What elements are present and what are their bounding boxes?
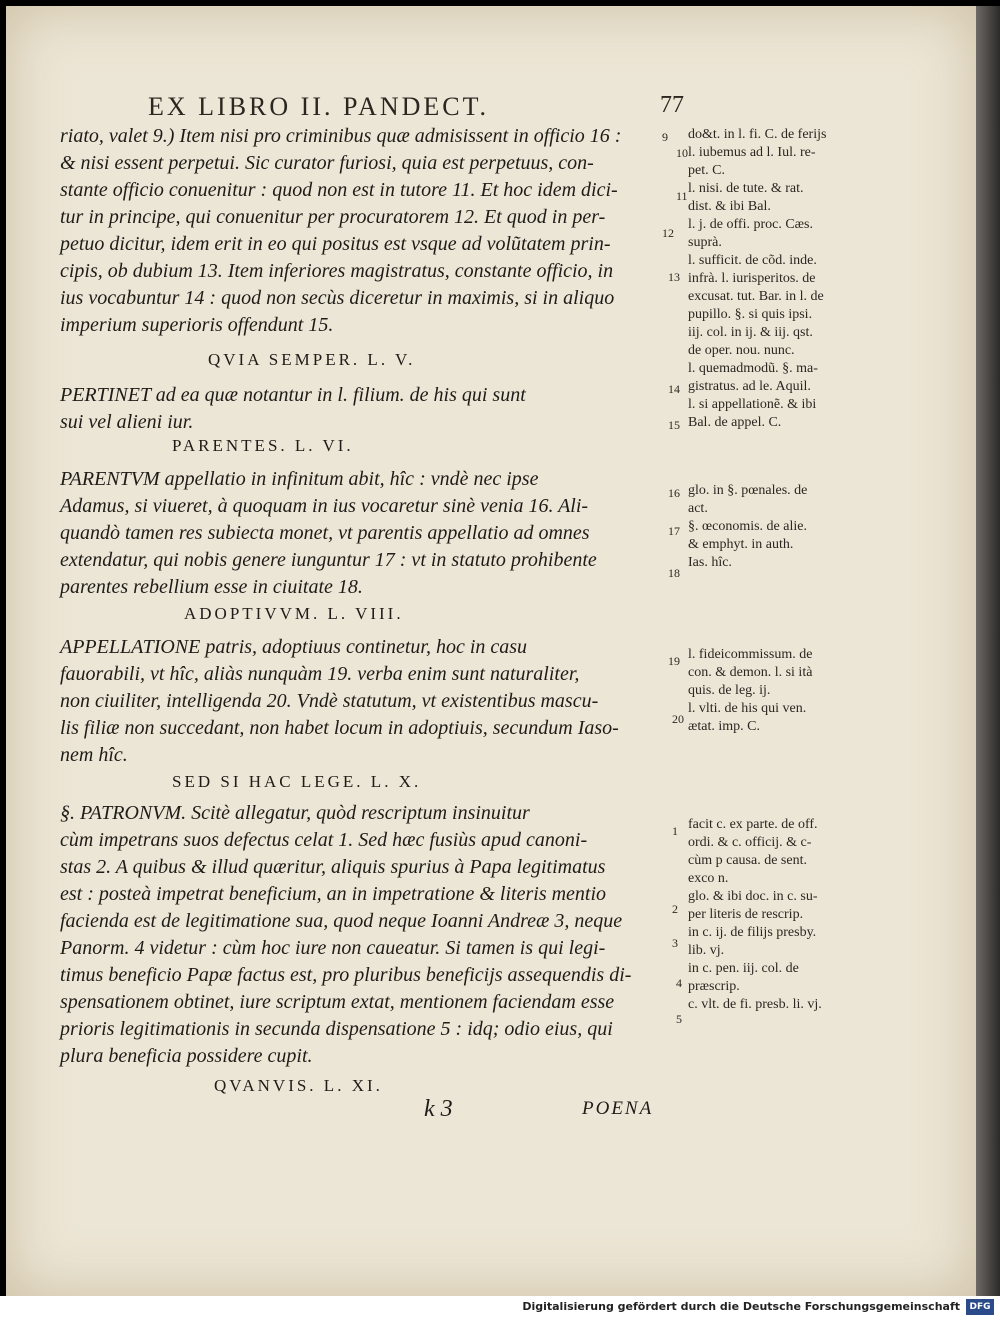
margin-note-line: in c. ij. de filijs presby. bbox=[688, 925, 817, 940]
margin-note-line: l. j. de offi. proc. Cæs. bbox=[688, 217, 813, 232]
paragraph bbox=[60, 123, 660, 339]
footer-credit: Digitalisierung gefördert durch die Deutsche Forschungsgemeinschaft bbox=[522, 1300, 960, 1313]
text-line: PARENTVM appellatio in infinitum abit, hîc : vndè nec ipse bbox=[60, 468, 539, 490]
section-heading: SED SI HAC LEGE. L. X. bbox=[172, 772, 422, 791]
margin-reference-number: 10 bbox=[676, 146, 688, 160]
text-line: lis filiæ non succedant, non habet locum in adoptiuis, secundum Iaso- bbox=[60, 717, 619, 739]
section-heading: QVIA SEMPER. L. V. bbox=[208, 350, 416, 369]
paragraph bbox=[60, 466, 660, 601]
margin-note-line: glo. in §. pœnales. de bbox=[688, 483, 808, 498]
margin-reference-number: 2 bbox=[672, 902, 678, 916]
signature-mark: k 3 bbox=[424, 1096, 453, 1122]
margin-note-line: quis. de leg. ij. bbox=[688, 683, 771, 698]
section-heading: QVANVIS. L. XI. bbox=[214, 1076, 383, 1095]
text-line: ius vocabuntur 14 : quod non secùs diceretur in maximis, si in aliquo bbox=[60, 287, 615, 309]
margin-reference-number: 13 bbox=[668, 270, 680, 284]
text-line: PERTINET ad ea quæ notantur in l. filium. de his qui sunt bbox=[60, 384, 526, 406]
margin-note-line: l. sufficit. de cõd. inde. bbox=[688, 253, 817, 268]
text-line: est : posteà impetrat beneficium, an in impetratione & literis mentio bbox=[60, 883, 607, 905]
margin-note-line: l. si appellationẽ. & ibi bbox=[688, 397, 817, 412]
margin-note-line: Ias. hîc. bbox=[688, 555, 732, 570]
margin-note-line: infrà. l. iurisperitos. de bbox=[688, 271, 816, 286]
margin-note-line: pupillo. §. si quis ipsi. bbox=[688, 307, 813, 322]
paragraph bbox=[60, 800, 660, 1070]
margin-reference-number: 5 bbox=[676, 1012, 682, 1026]
margin-note-line: ætat. imp. C. bbox=[688, 719, 760, 734]
text-line: prioris legitimationis in secunda dispensatione 5 : idq; odio eius, qui bbox=[60, 1018, 613, 1040]
margin-note-group bbox=[688, 646, 812, 736]
margin-note-line: facit c. ex parte. de off. bbox=[688, 817, 818, 832]
margin-note-line: pet. C. bbox=[688, 163, 725, 178]
book-page bbox=[6, 6, 976, 1296]
margin-note-line: con. & demon. l. si ità bbox=[688, 665, 813, 680]
section-heading: PARENTES. L. VI. bbox=[172, 436, 354, 455]
margin-note-line: per literis de rescrip. bbox=[688, 907, 804, 922]
margin-note-line: suprà. bbox=[688, 235, 722, 250]
text-line: timus beneficio Papæ factus est, pro pluribus beneficijs assequendis di- bbox=[60, 964, 632, 986]
text-line: quandò tamen res subiecta monet, vt parentis appellatio ad omnes bbox=[60, 522, 590, 544]
margin-note-line: l. vlti. de his qui ven. bbox=[688, 701, 807, 716]
margin-note-line: cùm p causa. de sent. bbox=[688, 853, 807, 868]
margin-note-line: l. iubemus ad l. Iul. re- bbox=[688, 145, 816, 160]
margin-note-line: do&t. in l. fi. C. de ferijs bbox=[688, 127, 827, 142]
margin-note-line: iij. col. in ij. & iij. qst. bbox=[688, 325, 813, 340]
margin-note-line: act. bbox=[688, 501, 708, 516]
margin-note-line: præscrip. bbox=[688, 979, 740, 994]
text-line: riato, valet 9.) Item nisi pro criminibus quæ admisissent in officio 16 : bbox=[60, 125, 622, 147]
text-line: stas 2. A quibus & illud quæritur, aliquis spurius à Papa legitimatus bbox=[60, 856, 606, 878]
text-line: fauorabili, vt hîc, aliàs nunquàm 19. verba enim sunt naturaliter, bbox=[60, 663, 580, 685]
text-line: facienda est de legitimatione sua, quod neque Ioanni Andreæ 3, neque bbox=[60, 910, 623, 932]
margin-reference-number: 19 bbox=[668, 654, 680, 668]
text-line: nem hîc. bbox=[60, 744, 128, 766]
text-line: plura beneficia possidere cupit. bbox=[60, 1045, 313, 1067]
margin-reference-number: 17 bbox=[668, 524, 680, 538]
margin-note-group bbox=[688, 816, 822, 1014]
text-line: extendatur, qui nobis genere iunguntur 17 : vt in statuto prohibente bbox=[60, 549, 597, 571]
margin-reference-number: 14 bbox=[668, 382, 680, 396]
text-line: cipis, ob dubium 13. Item inferiores magistratus, constante officio, in bbox=[60, 260, 614, 282]
paragraph bbox=[60, 634, 660, 769]
margin-reference-number: 15 bbox=[668, 418, 680, 432]
margin-note-line: excusat. tut. Bar. in l. de bbox=[688, 289, 824, 304]
text-line: non ciuiliter, intelligenda 20. Vndè statutum, vt existentibus mascu- bbox=[60, 690, 599, 712]
text-line: petuo dicitur, idem erit in eo qui positus est vsque ad volũtatem prin- bbox=[60, 233, 611, 255]
text-line: Adamus, si viueret, à quoquam in ius vocaretur sinè venia 16. Ali- bbox=[60, 495, 589, 517]
margin-note-line: ordi. & c. officij. & c- bbox=[688, 835, 812, 850]
margin-note-line: exco n. bbox=[688, 871, 729, 886]
margin-reference-number: 12 bbox=[662, 226, 674, 240]
text-line: spensationem obtinet, iure scriptum extat, mentionem faciendam esse bbox=[60, 991, 615, 1013]
text-line: cùm impetrans suos defectus celat 1. Sed hæc fusiùs apud canoni- bbox=[60, 829, 588, 851]
text-line: parentes rebellium esse in ciuitate 18. bbox=[60, 576, 363, 598]
margin-note-line: Bal. de appel. C. bbox=[688, 415, 782, 430]
running-title: EX LIBRO II. PANDECT. bbox=[148, 92, 490, 121]
margin-reference-number: 16 bbox=[668, 486, 680, 500]
margin-reference-number: 11 bbox=[676, 189, 688, 203]
text-line: stante officio conuenitur : quod non est in tutore 11. Et hoc idem dici- bbox=[60, 179, 618, 201]
margin-note-line: c. vlt. de fi. presb. li. vj. bbox=[688, 997, 822, 1012]
margin-note-group bbox=[688, 482, 807, 572]
text-line: Panorm. 4 videtur : cùm hoc iure non caueatur. Si tamen is qui legi- bbox=[60, 937, 606, 959]
text-line: sui vel alieni iur. bbox=[60, 411, 194, 433]
margin-note-line: §. œconomis. de alie. bbox=[688, 519, 807, 534]
footer-bar bbox=[0, 1296, 1000, 1321]
text-line: APPELLATIONE patris, adoptiuus continetur, hoc in casu bbox=[60, 636, 528, 658]
margin-reference-number: 1 bbox=[672, 824, 678, 838]
margin-note-line: l. fideicommissum. de bbox=[688, 647, 813, 662]
scan-edge bbox=[976, 6, 1000, 1296]
margin-note-line: glo. & ibi doc. in c. su- bbox=[688, 889, 818, 904]
margin-note-line: gistratus. ad le. Aquil. bbox=[688, 379, 811, 394]
margin-note-line: l. quemadmodũ. §. ma- bbox=[688, 361, 818, 376]
text-line: tur in principe, qui conuenitur per procuratorem 12. Et quod in per- bbox=[60, 206, 606, 228]
margin-note-line: in c. pen. iij. col. de bbox=[688, 961, 799, 976]
margin-note-group bbox=[688, 126, 826, 432]
margin-reference-number: 20 bbox=[672, 712, 684, 726]
margin-note-line: & emphyt. in auth. bbox=[688, 537, 794, 552]
margin-note-line: lib. vj. bbox=[688, 943, 725, 958]
margin-reference-number: 18 bbox=[668, 566, 680, 580]
dfg-logo: DFG bbox=[966, 1299, 994, 1315]
text-line: & nisi essent perpetui. Sic curator furiosi, quia est perpetuus, con- bbox=[60, 152, 594, 174]
margin-note-line: dist. & ibi Bal. bbox=[688, 199, 771, 214]
paragraph bbox=[60, 382, 660, 436]
page-number: 77 bbox=[660, 92, 684, 118]
margin-note-line: de oper. nou. nunc. bbox=[688, 343, 795, 358]
margin-reference-number: 4 bbox=[676, 976, 682, 990]
text-line: imperium superioris offendunt 15. bbox=[60, 314, 334, 336]
margin-note-line: l. nisi. de tute. & rat. bbox=[688, 181, 804, 196]
margin-reference-number: 3 bbox=[672, 936, 678, 950]
catchword: POENA bbox=[582, 1098, 654, 1119]
margin-reference-number: 9 bbox=[662, 130, 668, 144]
section-heading: ADOPTIVVM. L. VIII. bbox=[184, 604, 404, 623]
text-line: §. PATRONVM. Scitè allegatur, quòd rescriptum insinuitur bbox=[60, 802, 530, 824]
